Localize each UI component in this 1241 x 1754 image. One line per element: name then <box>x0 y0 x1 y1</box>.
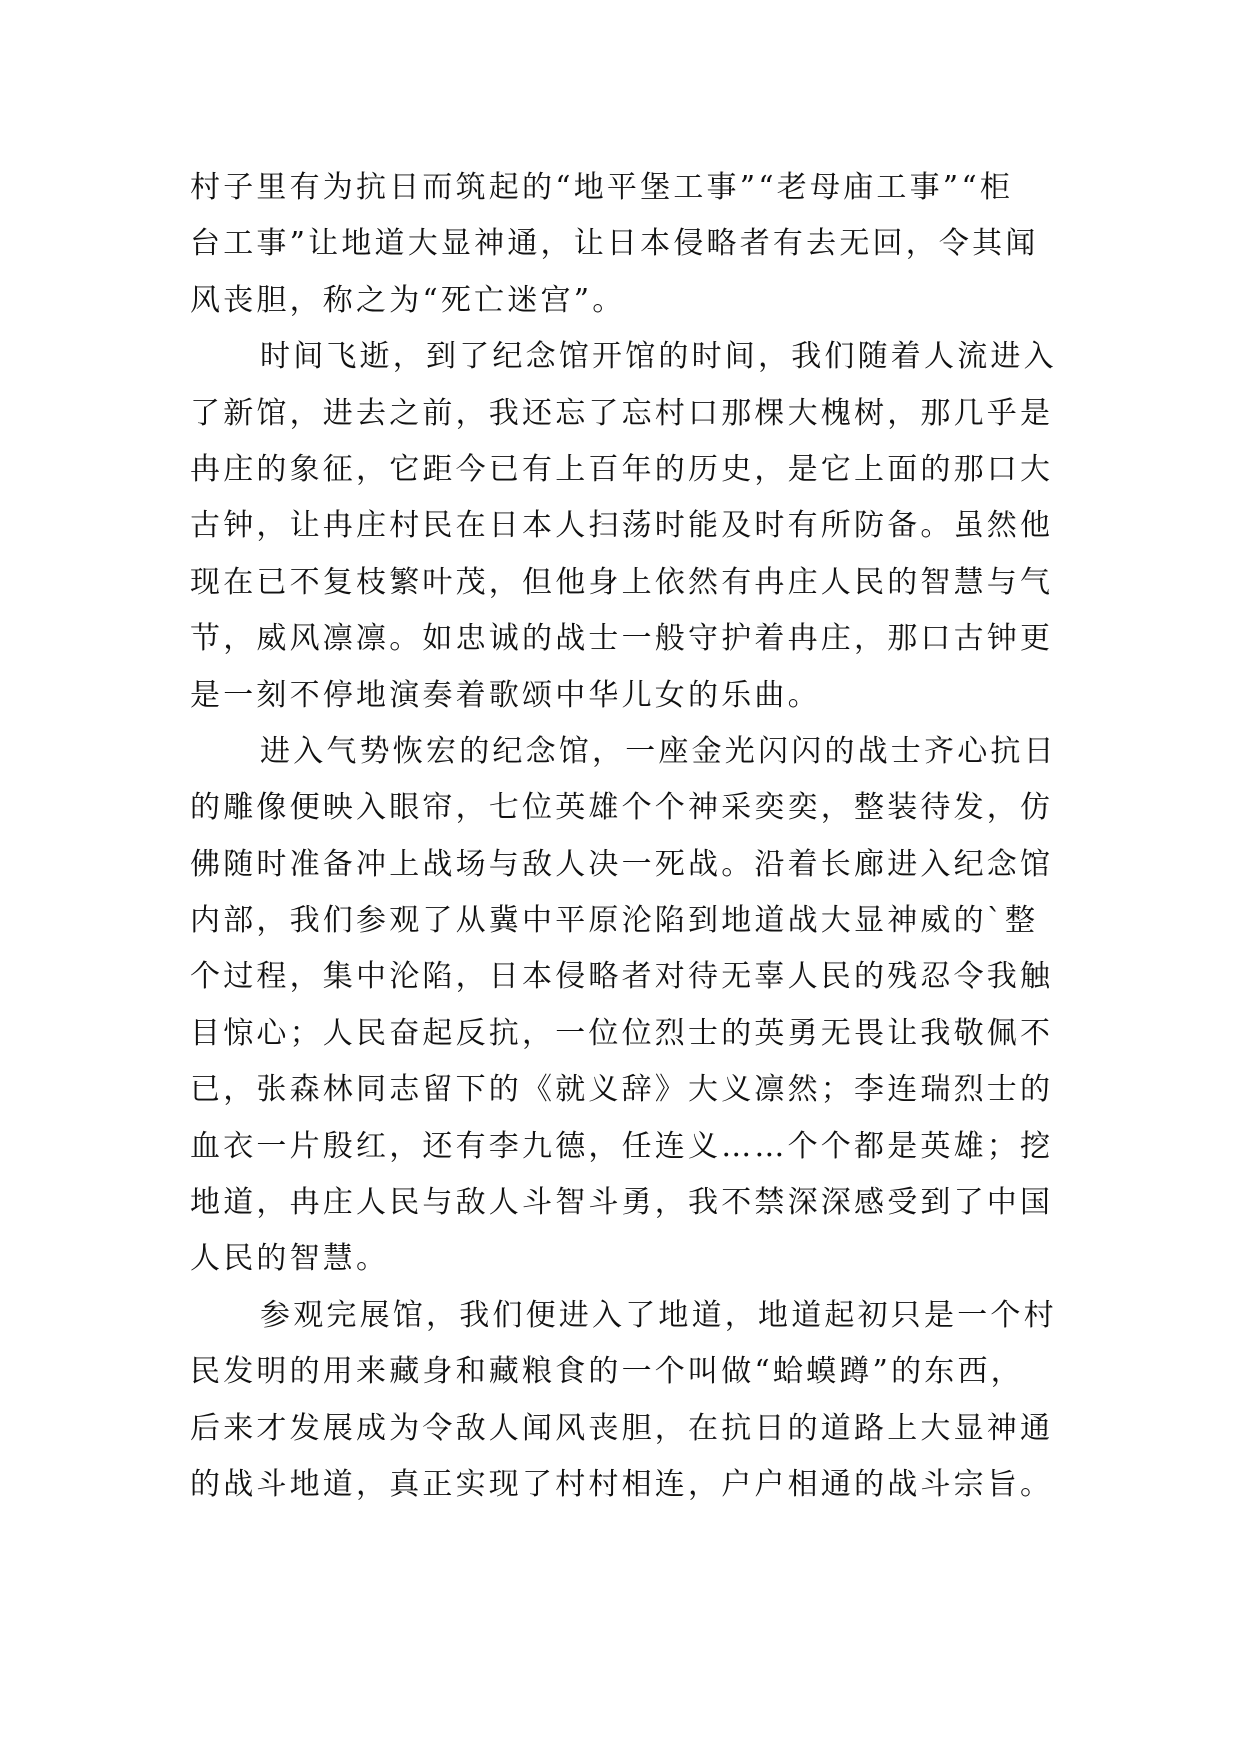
text-line: 目惊心；人民奋起反抗，一位位烈士的英勇无畏让我敬佩不 <box>190 1015 1054 1051</box>
text-line: 冉庄的象征，它距今已有上百年的历史，是它上面的那口大 <box>190 451 1054 487</box>
text-line: 佛随时准备冲上战场与敌人决一死战。沿着长廊进入纪念馆 <box>190 846 1054 882</box>
paragraph-first-line: 进入气势恢宏的纪念馆，一座金光闪闪的战士齐心抗日 <box>260 733 1057 769</box>
text-line: 台工事”让地道大显神通，让日本侵略者有去无回，令其闻 <box>190 226 1039 262</box>
text-line: 现在已不复枝繁叶茂，但他身上依然有冉庄人民的智慧与气 <box>190 564 1054 600</box>
paragraph-first-line: 参观完展馆，我们便进入了地道，地道起初只是一个村 <box>260 1297 1057 1333</box>
text-line: 血衣一片殷红，还有李九德，任连义……个个都是英雄；挖 <box>190 1128 1054 1164</box>
text-line: 村子里有为抗日而筑起的“地平堡工事”“老母庙工事”“柜 <box>190 170 1014 205</box>
text-line: 人民的智慧。 <box>190 1241 390 1277</box>
text-line: 内部，我们参观了从冀中平原沦陷到地道战大显神威的`整 <box>190 903 1039 939</box>
text-line: 地道，冉庄人民与敌人斗智斗勇，我不禁深深感受到了中国 <box>190 1185 1054 1221</box>
text-line: 风丧胆，称之为“死亡迷宫”。 <box>190 282 626 318</box>
text-line: 的战斗地道，真正实现了村村相连，户户相通的战斗宗旨。 <box>190 1466 1054 1502</box>
text-line: 后来才发展成为令敌人闻风丧胆，在抗日的道路上大显神通 <box>190 1410 1054 1446</box>
text-line: 已，张森林同志留下的《就义辞》大义凛然；李连瑞烈士的 <box>190 1072 1054 1108</box>
text-line: 的雕像便映入眼帘，七位英雄个个神采奕奕，整装待发，仿 <box>190 790 1054 826</box>
text-line: 民发明的用来藏身和藏粮食的一个叫做“蛤蟆蹲”的东西， <box>190 1354 1024 1390</box>
paragraph-first-line: 时间飞逝，到了纪念馆开馆的时间，我们随着人流进入 <box>260 339 1057 375</box>
text-line: 了新馆，进去之前，我还忘了忘村口那棵大槐树，那几乎是 <box>190 395 1054 431</box>
text-line: 节，威风凛凛。如忠诚的战士一般守护着冉庄，那口古钟更 <box>190 621 1054 657</box>
text-line: 是一刻不停地演奏着歌颂中华儿女的乐曲。 <box>190 677 821 713</box>
text-line: 个过程，集中沦陷，日本侵略者对待无辜人民的残忍令我触 <box>190 959 1054 995</box>
essay-body <box>190 160 1070 1513</box>
text-line: 古钟，让冉庄村民在日本人扫荡时能及时有所防备。虽然他 <box>190 508 1054 544</box>
